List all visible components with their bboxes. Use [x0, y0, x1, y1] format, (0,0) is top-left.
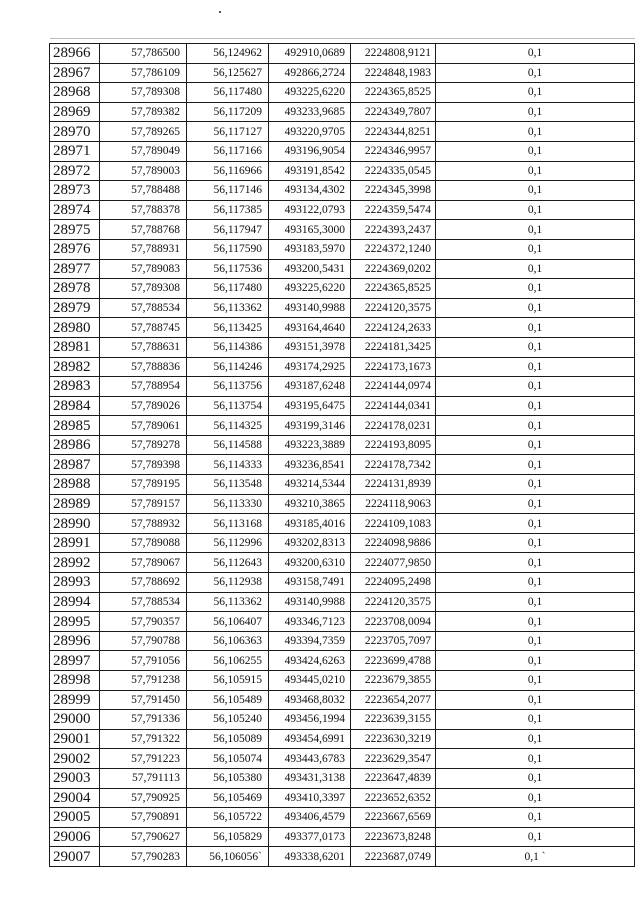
y-coordinate-cell: 2224120,3575	[351, 298, 436, 318]
latitude-cell: 57,788534	[100, 592, 187, 612]
table-row	[50, 141, 635, 161]
y-coordinate-cell: 2223679,3855	[351, 671, 436, 691]
longitude-cell: 56,117385	[187, 200, 269, 220]
table-row	[50, 631, 635, 651]
accuracy-cell: 0,1	[436, 808, 635, 828]
table-row	[50, 788, 635, 808]
point-number-cell: 28987	[50, 455, 100, 475]
point-number-cell: 29002	[50, 749, 100, 769]
longitude-cell: 56,114246	[187, 357, 269, 377]
y-coordinate-cell: 2224131,8939	[351, 475, 436, 495]
y-coordinate-cell: 2223705,7097	[351, 631, 436, 651]
x-coordinate-cell: 493165,3000	[269, 220, 351, 240]
accuracy-cell: 0,1	[436, 279, 635, 299]
latitude-cell: 57,789088	[100, 533, 187, 553]
latitude-cell: 57,791223	[100, 749, 187, 769]
table-row	[50, 651, 635, 671]
x-coordinate-cell: 493191,8542	[269, 161, 351, 181]
x-coordinate-cell: 493456,1994	[269, 710, 351, 730]
point-number-cell: 28967	[50, 63, 100, 83]
y-coordinate-cell: 2224349,7807	[351, 102, 436, 122]
accuracy-cell: 0,1	[436, 514, 635, 534]
accuracy-cell: 0,1	[436, 494, 635, 514]
longitude-cell: 56,112938	[187, 573, 269, 593]
x-coordinate-cell: 493187,6248	[269, 377, 351, 397]
y-coordinate-cell: 2224098,9886	[351, 533, 436, 553]
latitude-cell: 57,786500	[100, 44, 187, 64]
x-coordinate-cell: 493200,5431	[269, 259, 351, 279]
accuracy-cell: 0,1	[436, 357, 635, 377]
accuracy-cell: 0,1	[436, 396, 635, 416]
point-number-cell: 28976	[50, 239, 100, 259]
accuracy-cell: 0,1	[436, 416, 635, 436]
longitude-cell: 56,112643	[187, 553, 269, 573]
accuracy-cell: 0,1	[436, 318, 635, 338]
x-coordinate-cell: 493196,9054	[269, 141, 351, 161]
table-row	[50, 83, 635, 103]
table-row	[50, 161, 635, 181]
longitude-cell: 56,106407	[187, 612, 269, 632]
x-coordinate-cell: 493174,2925	[269, 357, 351, 377]
latitude-cell: 57,788836	[100, 357, 187, 377]
x-coordinate-cell: 493164,4640	[269, 318, 351, 338]
longitude-cell: 56,106255	[187, 651, 269, 671]
x-coordinate-cell: 493195,6475	[269, 396, 351, 416]
longitude-cell: 56,113362	[187, 298, 269, 318]
x-coordinate-cell: 492910,0689	[269, 44, 351, 64]
x-coordinate-cell: 493183,5970	[269, 239, 351, 259]
point-number-cell: 28991	[50, 533, 100, 553]
table-row	[50, 592, 635, 612]
accuracy-cell: 0,1	[436, 690, 635, 710]
x-coordinate-cell: 493200,6310	[269, 553, 351, 573]
accuracy-cell: 0,1	[436, 768, 635, 788]
point-number-cell: 29007	[50, 847, 100, 867]
longitude-cell: 56,105829	[187, 827, 269, 847]
coordinates-table-body	[50, 44, 635, 867]
point-number-cell: 28974	[50, 200, 100, 220]
accuracy-cell: 0,1	[436, 44, 635, 64]
accuracy-cell: 0,1	[436, 729, 635, 749]
table-row	[50, 337, 635, 357]
longitude-cell: 56,105469	[187, 788, 269, 808]
x-coordinate-cell: 493225,6220	[269, 83, 351, 103]
table-row	[50, 749, 635, 769]
latitude-cell: 57,790891	[100, 808, 187, 828]
x-coordinate-cell: 493122,0793	[269, 200, 351, 220]
longitude-cell: 56,113330	[187, 494, 269, 514]
point-number-cell: 28990	[50, 514, 100, 534]
accuracy-cell: 0,1	[436, 553, 635, 573]
point-number-cell: 29004	[50, 788, 100, 808]
y-coordinate-cell: 2224393,2437	[351, 220, 436, 240]
longitude-cell: 56,117590	[187, 239, 269, 259]
y-coordinate-cell: 2224120,3575	[351, 592, 436, 612]
x-coordinate-cell: 493443,6783	[269, 749, 351, 769]
table-row	[50, 220, 635, 240]
point-number-cell: 28995	[50, 612, 100, 632]
longitude-cell: 56,117947	[187, 220, 269, 240]
accuracy-cell: 0,1	[436, 435, 635, 455]
accuracy-cell: 0,1	[436, 102, 635, 122]
x-coordinate-cell: 493454,6991	[269, 729, 351, 749]
longitude-cell: 56,117209	[187, 102, 269, 122]
y-coordinate-cell: 2224335,0545	[351, 161, 436, 181]
longitude-cell: 56,105240	[187, 710, 269, 730]
latitude-cell: 57,788745	[100, 318, 187, 338]
x-coordinate-cell: 493210,3865	[269, 494, 351, 514]
y-coordinate-cell: 2224181,3425	[351, 337, 436, 357]
y-coordinate-cell: 2224118,9063	[351, 494, 436, 514]
y-coordinate-cell: 2223630,3219	[351, 729, 436, 749]
longitude-cell: 56,117480	[187, 279, 269, 299]
longitude-cell: 56,106363	[187, 631, 269, 651]
y-coordinate-cell: 2224124,2633	[351, 318, 436, 338]
latitude-cell: 57,789308	[100, 83, 187, 103]
table-row	[50, 533, 635, 553]
latitude-cell: 57,788631	[100, 337, 187, 357]
x-coordinate-cell: 493424,6263	[269, 651, 351, 671]
accuracy-cell: 0,1	[436, 122, 635, 142]
table-row	[50, 239, 635, 259]
x-coordinate-cell: 493233,9685	[269, 102, 351, 122]
latitude-cell: 57,790788	[100, 631, 187, 651]
y-coordinate-cell: 2224369,0202	[351, 259, 436, 279]
point-number-cell: 28977	[50, 259, 100, 279]
table-row	[50, 259, 635, 279]
table-row	[50, 377, 635, 397]
accuracy-cell: 0,1	[436, 455, 635, 475]
latitude-cell: 57,789026	[100, 396, 187, 416]
longitude-cell: 56,117127	[187, 122, 269, 142]
x-coordinate-cell: 493225,6220	[269, 279, 351, 299]
point-number-cell: 28993	[50, 573, 100, 593]
x-coordinate-cell: 493202,8313	[269, 533, 351, 553]
latitude-cell: 57,788534	[100, 298, 187, 318]
x-coordinate-cell: 493140,9988	[269, 298, 351, 318]
accuracy-cell: 0,1	[436, 592, 635, 612]
table-row	[50, 102, 635, 122]
point-number-cell: 28986	[50, 435, 100, 455]
accuracy-cell: 0,1	[436, 259, 635, 279]
longitude-cell: 56,125627	[187, 63, 269, 83]
latitude-cell: 57,791336	[100, 710, 187, 730]
latitude-cell: 57,789067	[100, 553, 187, 573]
table-row	[50, 357, 635, 377]
point-number-cell: 28998	[50, 671, 100, 691]
latitude-cell: 57,789265	[100, 122, 187, 142]
point-number-cell: 28980	[50, 318, 100, 338]
accuracy-cell: 0,1	[436, 788, 635, 808]
y-coordinate-cell: 2223654,2077	[351, 690, 436, 710]
longitude-cell: 56,113168	[187, 514, 269, 534]
longitude-cell: 56,113548	[187, 475, 269, 495]
latitude-cell: 57,789382	[100, 102, 187, 122]
latitude-cell: 57,789398	[100, 455, 187, 475]
x-coordinate-cell: 493214,5344	[269, 475, 351, 495]
table-row	[50, 847, 635, 867]
table-row	[50, 44, 635, 64]
accuracy-cell: 0,1	[436, 612, 635, 632]
x-coordinate-cell: 493431,3138	[269, 768, 351, 788]
y-coordinate-cell: 2223699,4788	[351, 651, 436, 671]
point-number-cell: 28978	[50, 279, 100, 299]
latitude-cell: 57,791113	[100, 768, 187, 788]
y-coordinate-cell: 2223652,6352	[351, 788, 436, 808]
table-row	[50, 612, 635, 632]
table-row	[50, 729, 635, 749]
table-row	[50, 475, 635, 495]
latitude-cell: 57,789061	[100, 416, 187, 436]
y-coordinate-cell: 2223708,0094	[351, 612, 436, 632]
latitude-cell: 57,789157	[100, 494, 187, 514]
latitude-cell: 57,788931	[100, 239, 187, 259]
y-coordinate-cell: 2223673,8248	[351, 827, 436, 847]
y-coordinate-cell: 2224346,9957	[351, 141, 436, 161]
x-coordinate-cell: 493220,9705	[269, 122, 351, 142]
point-number-cell: 28973	[50, 181, 100, 201]
latitude-cell: 57,788954	[100, 377, 187, 397]
accuracy-cell: 0,1	[436, 631, 635, 651]
point-number-cell: 28975	[50, 220, 100, 240]
y-coordinate-cell: 2224345,3998	[351, 181, 436, 201]
table-row	[50, 396, 635, 416]
x-coordinate-cell: 493151,3978	[269, 337, 351, 357]
y-coordinate-cell: 2223687,0749	[351, 847, 436, 867]
latitude-cell: 57,788488	[100, 181, 187, 201]
latitude-cell: 57,791450	[100, 690, 187, 710]
accuracy-cell: 0,1	[436, 161, 635, 181]
y-coordinate-cell: 2224193,8095	[351, 435, 436, 455]
longitude-cell: 56,113754	[187, 396, 269, 416]
latitude-cell: 57,788378	[100, 200, 187, 220]
longitude-cell: 56,105489	[187, 690, 269, 710]
table-row	[50, 279, 635, 299]
x-coordinate-cell: 493236,8541	[269, 455, 351, 475]
accuracy-cell: 0,1	[436, 651, 635, 671]
table-row	[50, 690, 635, 710]
x-coordinate-cell: 493406,4579	[269, 808, 351, 828]
point-number-cell: 28983	[50, 377, 100, 397]
latitude-cell: 57,791238	[100, 671, 187, 691]
y-coordinate-cell: 2223647,4839	[351, 768, 436, 788]
y-coordinate-cell: 2223629,3547	[351, 749, 436, 769]
latitude-cell: 57,789049	[100, 141, 187, 161]
point-number-cell: 28982	[50, 357, 100, 377]
longitude-cell: 56,105074	[187, 749, 269, 769]
table-row	[50, 808, 635, 828]
table-row	[50, 710, 635, 730]
y-coordinate-cell: 2224144,0341	[351, 396, 436, 416]
accuracy-cell: 0,1	[436, 827, 635, 847]
longitude-cell: 56,105380	[187, 768, 269, 788]
point-number-cell: 28969	[50, 102, 100, 122]
longitude-cell: 56,124962	[187, 44, 269, 64]
point-number-cell: 28970	[50, 122, 100, 142]
point-number-cell: 28992	[50, 553, 100, 573]
y-coordinate-cell: 2224173,1673	[351, 357, 436, 377]
point-number-cell: 29005	[50, 808, 100, 828]
x-coordinate-cell: 492866,2724	[269, 63, 351, 83]
y-coordinate-cell: 2223639,3155	[351, 710, 436, 730]
page-top-edge	[50, 38, 635, 39]
point-number-cell: 28984	[50, 396, 100, 416]
point-number-cell: 28996	[50, 631, 100, 651]
point-number-cell: 28988	[50, 475, 100, 495]
point-number-cell: 29003	[50, 768, 100, 788]
accuracy-cell: 0,1	[436, 710, 635, 730]
point-number-cell: 29001	[50, 729, 100, 749]
latitude-cell: 57,790283	[100, 847, 187, 867]
table-row	[50, 416, 635, 436]
accuracy-cell: 0,1	[436, 573, 635, 593]
x-coordinate-cell: 493199,3146	[269, 416, 351, 436]
latitude-cell: 57,789278	[100, 435, 187, 455]
point-number-cell: 28971	[50, 141, 100, 161]
y-coordinate-cell: 2224359,5474	[351, 200, 436, 220]
latitude-cell: 57,789083	[100, 259, 187, 279]
point-number-cell: 28981	[50, 337, 100, 357]
point-number-cell: 28999	[50, 690, 100, 710]
point-number-cell: 28985	[50, 416, 100, 436]
longitude-cell: 56,106056`	[187, 847, 269, 867]
y-coordinate-cell: 2224109,1083	[351, 514, 436, 534]
x-coordinate-cell: 493185,4016	[269, 514, 351, 534]
x-coordinate-cell: 493377,0173	[269, 827, 351, 847]
accuracy-cell: 0,1	[436, 671, 635, 691]
accuracy-cell: 0,1	[436, 298, 635, 318]
longitude-cell: 56,114325	[187, 416, 269, 436]
longitude-cell: 56,117536	[187, 259, 269, 279]
scan-mark	[219, 11, 221, 13]
x-coordinate-cell: 493223,3889	[269, 435, 351, 455]
table-row	[50, 514, 635, 534]
table-row	[50, 494, 635, 514]
longitude-cell: 56,113425	[187, 318, 269, 338]
latitude-cell: 57,791322	[100, 729, 187, 749]
y-coordinate-cell: 2224808,9121	[351, 44, 436, 64]
y-coordinate-cell: 2224178,7342	[351, 455, 436, 475]
longitude-cell: 56,117480	[187, 83, 269, 103]
table-row	[50, 553, 635, 573]
y-coordinate-cell: 2224077,9850	[351, 553, 436, 573]
x-coordinate-cell: 493158,7491	[269, 573, 351, 593]
table-row	[50, 435, 635, 455]
y-coordinate-cell: 2224344,8251	[351, 122, 436, 142]
table-row	[50, 768, 635, 788]
y-coordinate-cell: 2224365,8525	[351, 83, 436, 103]
accuracy-cell: 0,1	[436, 533, 635, 553]
y-coordinate-cell: 2224144,0974	[351, 377, 436, 397]
accuracy-cell: 0,1	[436, 220, 635, 240]
x-coordinate-cell: 493338,6201	[269, 847, 351, 867]
longitude-cell: 56,114333	[187, 455, 269, 475]
longitude-cell: 56,117166	[187, 141, 269, 161]
latitude-cell: 57,790925	[100, 788, 187, 808]
table-row	[50, 671, 635, 691]
accuracy-cell: 0,1	[436, 141, 635, 161]
x-coordinate-cell: 493346,7123	[269, 612, 351, 632]
y-coordinate-cell: 2224095,2498	[351, 573, 436, 593]
latitude-cell: 57,790627	[100, 827, 187, 847]
y-coordinate-cell: 2224178,0231	[351, 416, 436, 436]
longitude-cell: 56,114386	[187, 337, 269, 357]
x-coordinate-cell: 493410,3397	[269, 788, 351, 808]
latitude-cell: 57,790357	[100, 612, 187, 632]
longitude-cell: 56,105089	[187, 729, 269, 749]
y-coordinate-cell: 2223667,6569	[351, 808, 436, 828]
point-number-cell: 29000	[50, 710, 100, 730]
y-coordinate-cell: 2224372,1240	[351, 239, 436, 259]
accuracy-cell: 0,1	[436, 83, 635, 103]
point-number-cell: 28989	[50, 494, 100, 514]
latitude-cell: 57,791056	[100, 651, 187, 671]
table-row	[50, 318, 635, 338]
point-number-cell: 28997	[50, 651, 100, 671]
point-number-cell: 28968	[50, 83, 100, 103]
longitude-cell: 56,113756	[187, 377, 269, 397]
latitude-cell: 57,788692	[100, 573, 187, 593]
x-coordinate-cell: 493140,9988	[269, 592, 351, 612]
y-coordinate-cell: 2224365,8525	[351, 279, 436, 299]
coordinates-table	[49, 43, 635, 867]
table-row	[50, 122, 635, 142]
latitude-cell: 57,789003	[100, 161, 187, 181]
table-row	[50, 181, 635, 201]
x-coordinate-cell: 493394,7359	[269, 631, 351, 651]
latitude-cell: 57,789195	[100, 475, 187, 495]
longitude-cell: 56,113362	[187, 592, 269, 612]
table-row	[50, 827, 635, 847]
latitude-cell: 57,788768	[100, 220, 187, 240]
accuracy-cell: 0,1	[436, 475, 635, 495]
accuracy-cell: 0,1	[436, 239, 635, 259]
latitude-cell: 57,789308	[100, 279, 187, 299]
accuracy-cell: 0,1	[436, 181, 635, 201]
longitude-cell: 56,116966	[187, 161, 269, 181]
accuracy-cell: 0,1	[436, 377, 635, 397]
table-row	[50, 200, 635, 220]
table-row	[50, 63, 635, 83]
point-number-cell: 28979	[50, 298, 100, 318]
point-number-cell: 28966	[50, 44, 100, 64]
latitude-cell: 57,788932	[100, 514, 187, 534]
longitude-cell: 56,114588	[187, 435, 269, 455]
point-number-cell: 29006	[50, 827, 100, 847]
x-coordinate-cell: 493468,8032	[269, 690, 351, 710]
table-row	[50, 455, 635, 475]
accuracy-cell: 0,1	[436, 749, 635, 769]
table-row	[50, 298, 635, 318]
latitude-cell: 57,786109	[100, 63, 187, 83]
accuracy-cell: 0,1	[436, 200, 635, 220]
longitude-cell: 56,112996	[187, 533, 269, 553]
longitude-cell: 56,105722	[187, 808, 269, 828]
accuracy-cell: 0,1	[436, 63, 635, 83]
table-row	[50, 573, 635, 593]
longitude-cell: 56,105915	[187, 671, 269, 691]
x-coordinate-cell: 493445,0210	[269, 671, 351, 691]
accuracy-cell: 0,1	[436, 337, 635, 357]
point-number-cell: 28994	[50, 592, 100, 612]
longitude-cell: 56,117146	[187, 181, 269, 201]
y-coordinate-cell: 2224848,1983	[351, 63, 436, 83]
point-number-cell: 28972	[50, 161, 100, 181]
x-coordinate-cell: 493134,4302	[269, 181, 351, 201]
accuracy-cell: 0,1 `	[436, 847, 635, 867]
